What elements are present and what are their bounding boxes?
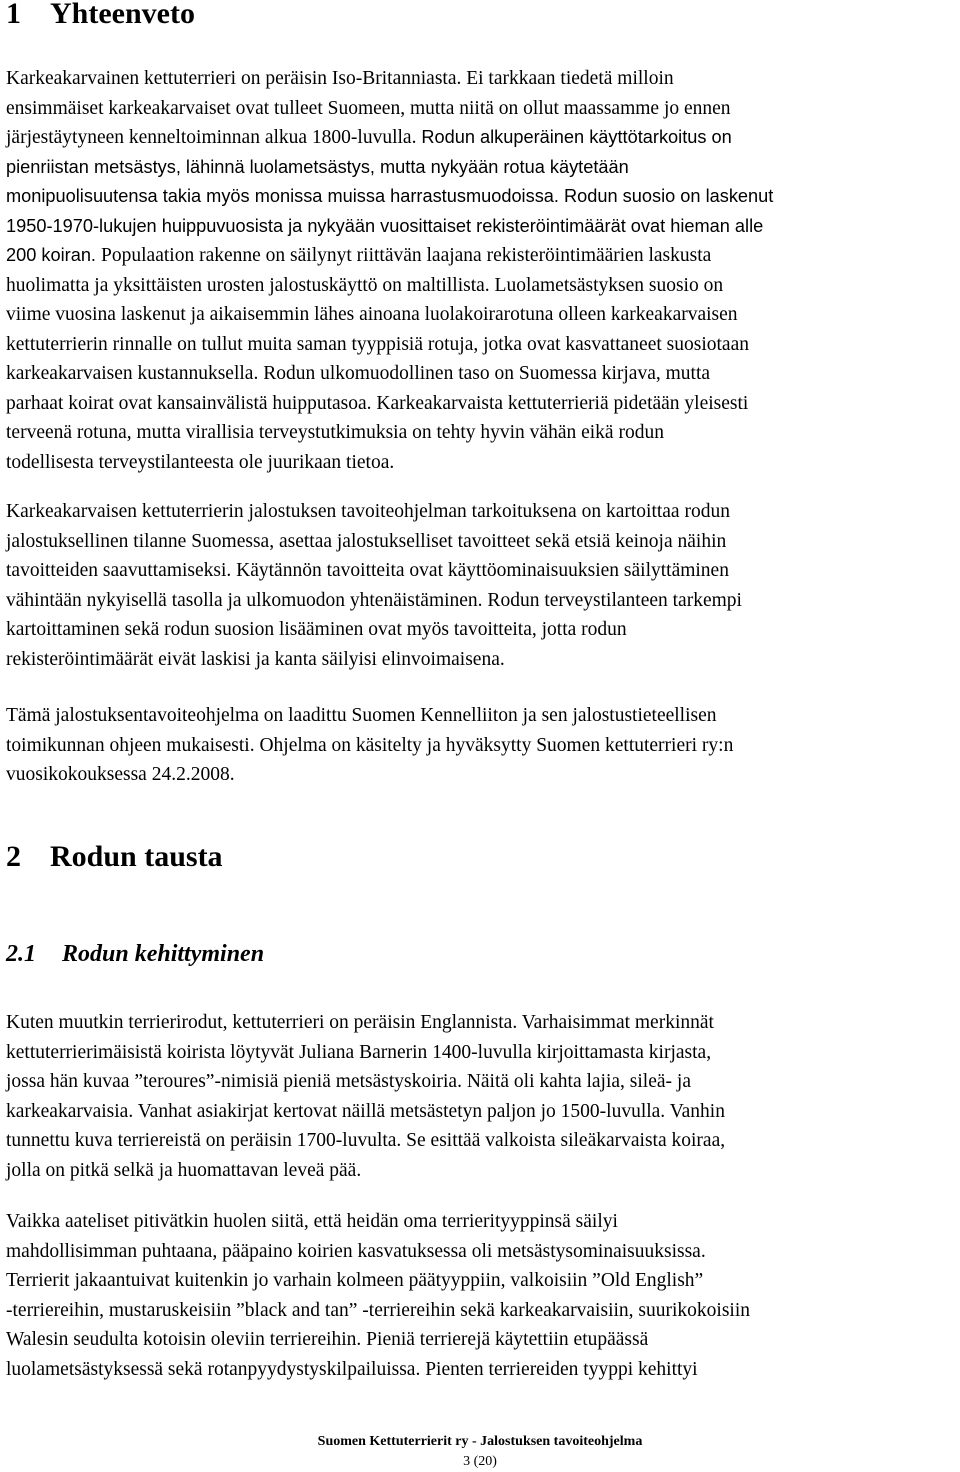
- text-line: tunnettu kuva terriereistä on peräisin 1700-luvulta. Se esittää valkoista sileäkarvaista koiraa,: [6, 1130, 726, 1151]
- text-line: Vaikka aateliset pitivätkin huolen siitä, että heidän oma terrierityyppinsä säilyi: [6, 1211, 618, 1232]
- text-line: Tämä jalostuksentavoiteohjelma on laadittu Suomen Kennelliiton ja sen jalostustieteellisen: [6, 705, 717, 726]
- text-line: karkeakarvaisen kustannuksella. Rodun ulkomuodollinen taso on Suomessa kirjava, mutta: [6, 363, 711, 384]
- text-line: toimikunnan ohjeen mukaisesti. Ohjelma on käsitelty ja hyväksytty Suomen kettuterrieri ry:n: [6, 734, 734, 756]
- text-line: järjestäytyneen kenneltoiminnan alkua 1800-luvulla. Rodun alkuperäinen käyttötarkoitus on: [6, 127, 732, 148]
- text-line: 1950-1970-lukujen huippuvuosista ja nykyään vuosittaiset rekisteröintimäärät ovat hieman alle: [6, 215, 764, 236]
- text-line: Kuten muutkin terrierirodut, kettuterrieri on peräisin Englannista. Varhaisimmat merkinnät: [6, 1012, 714, 1033]
- text-line: tavoitteiden saavuttamiseksi. Käytännön tavoitteita ovat käyttöominaisuuksien säilyttäminen: [6, 560, 729, 581]
- subsection-title: Rodun kehittyminen: [62, 941, 265, 967]
- text-line: karkeakarvaisia. Vanhat asiakirjat kertovat näillä metsästetyn paljon jo 1500-luvulla. Vanhin: [6, 1100, 725, 1122]
- history-paragraph-1: [6, 1008, 956, 1185]
- text-line: -terriereihin, mustaruskeisiin ”black and tan” -terriereihin sekä karkeakarvaisiin, suurikokoisiin: [6, 1299, 750, 1321]
- text-line: Terrierit jakaantuivat kuitenkin jo varhain kolmeen päätyyppiin, valkoisiin ”Old English”: [6, 1270, 704, 1291]
- subsection-number: 2.1: [6, 941, 36, 967]
- page-footer: [0, 1432, 960, 1472]
- text-line: vähintään nykyisellä tasolla ja ulkomuodon yhtenäistäminen. Rodun terveystilanteen tarkempi: [6, 589, 742, 611]
- text-line: kettuterrierimäisistä koirista löytyvät Juliana Barnerin 1400-luvulla kirjoittamasta kirjasta,: [6, 1041, 712, 1063]
- section-heading: [6, 841, 223, 873]
- text-line: vuosikokouksessa 24.2.2008.: [6, 764, 235, 785]
- text-line: monipuolisuutensa takia myös monissa muissa harrastusmuodoissa. Rodun suosio on laskenut: [6, 186, 774, 206]
- section-heading: [6, 0, 195, 30]
- summary-paragraph-3: [6, 701, 956, 790]
- text-line: terveenä rotuna, mutta virallisia terveystutkimuksia on tehty hyvin vähän eikä rodun: [6, 422, 664, 443]
- text-line: viime vuosina laskenut ja aikaisemmin lähes ainoana luolakoirarotuna olleen karkeakarvaisen: [6, 304, 738, 325]
- text-line: kartoittaminen sekä rodun suosion lisääminen ovat myös tavoitteita, jotta rodun: [6, 619, 627, 640]
- text-line: pienriistan metsästys, lähinnä luolametsästys, mutta nykyään rotua käytetään: [6, 156, 629, 177]
- text-line: Karkeakarvainen kettuterrieri on peräisin Iso-Britanniasta. Ei tarkkaan tiedetä milloin: [6, 68, 674, 89]
- section-number: 2: [6, 840, 21, 873]
- text-line: parhaat koirat ovat kansainvälistä huipputasoa. Karkeakarvaista kettuterrieriä pidetään yleisesti: [6, 392, 749, 414]
- text-line: kettuterrierin rinnalle on tullut muita saman tyyppisiä rotuja, jotka ovat kasvattaneet suosiotaan: [6, 333, 749, 355]
- text-line: ensimmäiset karkeakarvaiset ovat tulleet Suomeen, mutta niitä on ollut maassamme jo ennen: [6, 97, 731, 119]
- text-line: Walesin seudulta kotoisin oleviin terriereihin. Pieniä terrierejä käytettiin etupäässä: [6, 1329, 649, 1350]
- subsection-heading: [6, 938, 264, 970]
- footer-title: Suomen Kettuterrierit ry - Jalostuksen tavoiteohjelma: [317, 1434, 643, 1449]
- text-line: rekisteröintimäärät eivät laskisi ja kanta säilyisi elinvoimaisena.: [6, 648, 505, 670]
- summary-paragraph-1: [6, 64, 956, 477]
- text-line: jossa hän kuvaa ”teroures”-nimisiä pieniä metsästyskoiria. Näitä oli kahta lajia, sileä- ja: [6, 1071, 691, 1092]
- section-title: Rodun tausta: [50, 840, 223, 873]
- section-title: Yhteenveto: [50, 0, 195, 30]
- history-paragraph-2: [6, 1207, 956, 1384]
- text-line: jolla on pitkä selkä ja huomattavan leveä pää.: [6, 1159, 362, 1181]
- section-number: 1: [6, 0, 21, 30]
- text-line: huolimatta ja yksittäisten urosten jalostuskäyttö on maltillista. Luolametsästyksen suosio on: [6, 274, 724, 296]
- text-line: todellisesta terveystilanteesta ole juurikaan tietoa.: [6, 451, 395, 473]
- text-line: 200 koiran. Populaation rakenne on säilynyt riittävän laajana rekisteröintimäärien laskusta: [6, 245, 712, 266]
- summary-paragraph-2: [6, 497, 956, 674]
- text-line: Karkeakarvaisen kettuterrierin jalostuksen tavoiteohjelman tarkoituksena on kartoittaa rodun: [6, 501, 730, 522]
- text-line: luolametsästyksessä sekä rotanpyydystyskilpailuissa. Pienten terriereiden tyyppi kehittyi: [6, 1358, 698, 1380]
- page-number: 3 (20): [463, 1454, 497, 1469]
- text-line: jalostuksellinen tilanne Suomessa, asettaa jalostukselliset tavoitteet sekä etsiä keinoja näihin: [6, 530, 727, 552]
- text-line: mahdollisimman puhtaana, pääpaino koirien kasvatuksessa oli metsästysominaisuuksissa.: [6, 1240, 706, 1262]
